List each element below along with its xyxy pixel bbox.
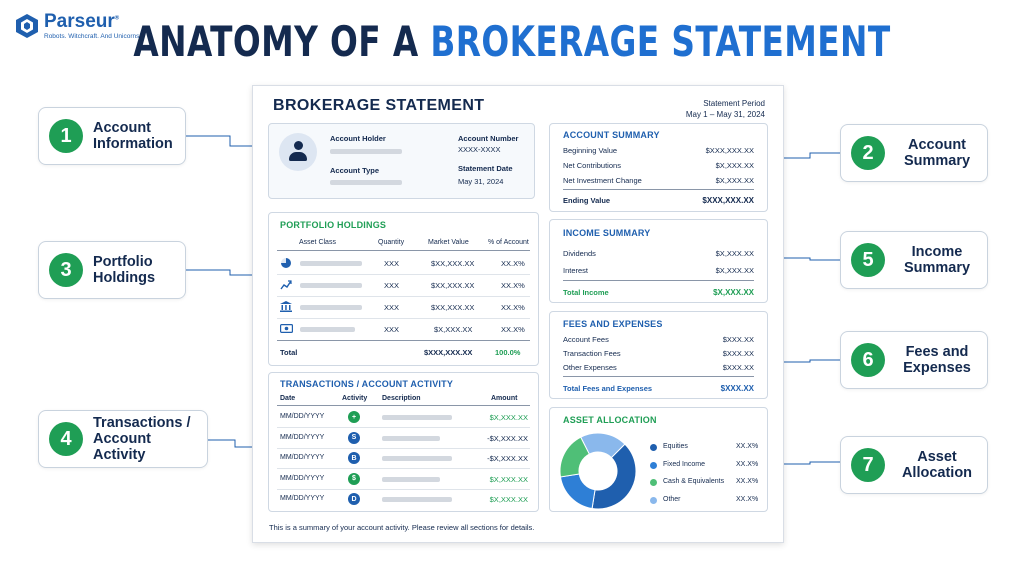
callout-number: 2 [851, 136, 885, 170]
bank-icon [280, 301, 292, 312]
total-fees-value: $XXX.XX [720, 384, 754, 393]
income-summary-panel [549, 219, 768, 303]
summary-label: Beginning Value [563, 146, 618, 155]
transactions-title: TRANSACTIONS / ACCOUNT ACTIVITY [280, 379, 454, 389]
connector-3 [186, 270, 262, 275]
callout-account-information [38, 107, 186, 165]
transaction-date: MM/DD/YYYY [280, 454, 325, 461]
summary-value: $XXX,XXX.XX [705, 146, 754, 155]
callout-label: Transactions / Account Activity [93, 415, 191, 463]
legend-percent: XX.X% [736, 495, 759, 503]
logo-registered-mark: ® [114, 15, 120, 22]
holdings-total-value: $XXX,XXX.XX [424, 348, 473, 357]
trend-line-icon [280, 280, 292, 290]
fee-value: $XXX.XX [722, 363, 754, 372]
callout-label: Fees and Expenses [903, 344, 971, 376]
holding-market-value: $XX,XXX.XX [431, 259, 475, 268]
account-summary-title: ACCOUNT SUMMARY [563, 130, 660, 140]
callout-number: 6 [851, 343, 885, 377]
holding-percent: XX.X% [501, 325, 525, 334]
callout-label: Account Summary [903, 137, 971, 169]
legend-label: Fixed Income [663, 460, 706, 468]
income-label: Interest [563, 266, 589, 275]
column-header: Asset Class [299, 239, 336, 246]
legend-label: Other [663, 495, 681, 503]
transaction-description-placeholder [382, 477, 440, 482]
legend-percent: XX.X% [736, 460, 759, 468]
transaction-description-placeholder [382, 436, 440, 441]
callout-number: 3 [49, 253, 83, 287]
allocation-slice-fixed-income [560, 474, 595, 509]
ending-value: $XXX,XXX.XX [702, 196, 754, 205]
legend-swatch [650, 497, 657, 504]
transaction-date: MM/DD/YYYY [280, 413, 325, 420]
transactions-panel [268, 372, 539, 512]
row-divider [277, 296, 530, 297]
activity-badge-icon: $ [348, 473, 360, 485]
asset-class-placeholder [300, 305, 362, 310]
row-divider [277, 274, 530, 275]
statement-period-label: Statement Period [703, 99, 765, 108]
connector-1 [186, 136, 262, 146]
statement-period [686, 98, 765, 120]
row-divider [277, 318, 530, 319]
callout-label: Portfolio Holdings [93, 254, 156, 286]
title-part-2: BROKERAGE STATEMENT [430, 17, 891, 66]
callout-fees-and-expenses [840, 331, 988, 389]
transaction-amount: $X,XXX.XX [489, 495, 528, 504]
column-header: Quantity [378, 239, 405, 246]
portfolio-holdings-title: PORTFOLIO HOLDINGS [280, 220, 387, 230]
summary-value: $X,XXX.XX [715, 176, 754, 185]
account-holder-label: Account Holder [330, 134, 386, 143]
row-divider [277, 427, 530, 428]
header-divider [277, 250, 530, 251]
activity-badge-icon: B [348, 452, 360, 464]
callout-label: Asset Allocation [901, 449, 973, 481]
statement-date-label: Statement Date [458, 164, 513, 173]
income-label: Dividends [563, 249, 596, 258]
legend-percent: XX.X% [736, 478, 759, 485]
account-holder-placeholder [330, 149, 402, 154]
fees-divider [563, 376, 754, 377]
total-divider [277, 340, 530, 341]
column-header: Market Value [428, 239, 469, 246]
connector-7 [775, 462, 840, 464]
holding-percent: XX.X% [501, 259, 525, 268]
statement-footer-note: This is a summary of your account activity. Please review all sections for details. [269, 523, 535, 532]
ending-value-label: Ending Value [563, 196, 611, 205]
holding-market-value: $XX,XXX.XX [431, 281, 475, 290]
account-type-label: Account Type [330, 166, 380, 175]
asset-allocation-panel [549, 407, 768, 512]
title-part-1: ANATOMY OF A [133, 17, 431, 66]
column-header: Amount [491, 395, 518, 402]
logo-tagline: Robots. Witchcraft. And Unicorns. [44, 33, 142, 40]
user-avatar-icon [279, 133, 317, 171]
total-fees-label: Total Fees and Expenses [563, 384, 653, 393]
transaction-description-placeholder [382, 497, 452, 502]
callout-transactions [38, 410, 208, 468]
connector-2 [775, 153, 840, 158]
fees-expenses-panel [549, 311, 768, 399]
holding-market-value: $XX,XXX.XX [431, 303, 475, 312]
transaction-date: MM/DD/YYYY [280, 495, 325, 502]
legend-label: Equities [663, 443, 688, 450]
callout-number: 5 [851, 243, 885, 277]
fee-value: $XXX.XX [722, 349, 754, 358]
income-divider [563, 280, 754, 281]
asset-class-placeholder [300, 283, 362, 288]
account-type-placeholder [330, 180, 402, 185]
holding-quantity: XXX [384, 303, 400, 312]
account-number-label: Account Number [458, 134, 519, 143]
income-summary-title: INCOME SUMMARY [563, 228, 651, 238]
row-divider [277, 448, 530, 449]
holding-market-value: $X,XXX.XX [434, 325, 473, 334]
statement-period-value: May 1 – May 31, 2024 [685, 110, 765, 119]
summary-label: Net Contributions [563, 161, 621, 170]
legend-label: Cash & Equivalents [663, 478, 725, 485]
statement-title: BROKERAGE STATEMENT [273, 97, 485, 114]
holding-quantity: XXX [384, 281, 400, 290]
callout-label: Account Information [93, 120, 173, 152]
income-value: $X,XXX.XX [715, 249, 754, 258]
summary-label: Net Investment Change [563, 176, 642, 185]
logo-name: Parseur [44, 11, 115, 32]
legend-swatch [650, 479, 657, 486]
account-number-value: XXXX-XXXX [458, 145, 501, 154]
transaction-amount: $X,XXX.XX [489, 474, 528, 484]
header-divider [277, 405, 530, 406]
column-header: Description [382, 395, 421, 402]
account-information-panel [268, 123, 535, 199]
total-income-label: Total Income [563, 288, 609, 297]
holding-quantity: XXX [384, 259, 400, 268]
holdings-total-label: Total [280, 348, 298, 357]
transaction-amount: -$X,XXX.XX [487, 433, 528, 443]
row-divider [277, 489, 530, 490]
holding-quantity: XXX [384, 325, 400, 334]
callout-asset-allocation [840, 436, 988, 494]
allocation-donut-chart [558, 431, 638, 511]
callout-income-summary [840, 231, 988, 289]
fee-value: $XXX.XX [722, 335, 754, 344]
total-income-value: $X,XXX.XX [713, 288, 754, 297]
fee-label: Transaction Fees [563, 349, 621, 358]
connector-5 [775, 258, 840, 260]
fees-title: FEES AND EXPENSES [563, 319, 663, 329]
transaction-amount: -$X,XXX.XX [487, 454, 528, 463]
account-summary-panel [549, 123, 768, 212]
row-divider [277, 468, 530, 469]
transaction-amount: $X,XXX.XX [489, 413, 528, 422]
holding-percent: XX.X% [501, 281, 525, 290]
callout-portfolio-holdings [38, 241, 186, 299]
callout-number: 1 [49, 119, 83, 153]
callout-label: Income Summary [903, 244, 971, 276]
portfolio-holdings-panel [268, 212, 539, 366]
activity-badge-icon: D [348, 493, 360, 505]
brokerage-statement [252, 85, 784, 543]
statement-date-value: May 31, 2024 [458, 177, 504, 186]
callout-number: 4 [49, 422, 83, 456]
callout-number: 7 [851, 448, 885, 482]
column-header: % of Account [488, 239, 529, 246]
fee-label: Other Expenses [563, 363, 617, 372]
column-header: Activity [342, 395, 368, 402]
transaction-date: MM/DD/YYYY [280, 433, 325, 441]
transaction-description-placeholder [382, 415, 452, 420]
callout-account-summary [840, 124, 988, 182]
cash-icon [280, 324, 293, 333]
asset-allocation-title: ASSET ALLOCATION [563, 415, 657, 425]
summary-value: $X,XXX.XX [715, 161, 754, 170]
transaction-description-placeholder [382, 456, 452, 461]
summary-divider [563, 189, 754, 190]
column-header: Date [280, 395, 296, 402]
fee-label: Account Fees [563, 335, 609, 344]
legend-swatch [650, 444, 657, 451]
holdings-total-percent: 100.0% [495, 348, 521, 357]
asset-class-placeholder [300, 327, 355, 332]
income-value: $X,XXX.XX [715, 266, 754, 275]
asset-class-placeholder [300, 261, 362, 266]
legend-swatch [650, 462, 657, 469]
activity-badge-icon: S [348, 432, 360, 444]
holding-percent: XX.X% [501, 303, 525, 312]
activity-badge-icon: + [348, 411, 360, 423]
transaction-date: MM/DD/YYYY [280, 474, 325, 482]
connector-6 [775, 360, 840, 362]
legend-percent: XX.X% [736, 443, 759, 450]
pie-chart-icon [281, 258, 291, 268]
